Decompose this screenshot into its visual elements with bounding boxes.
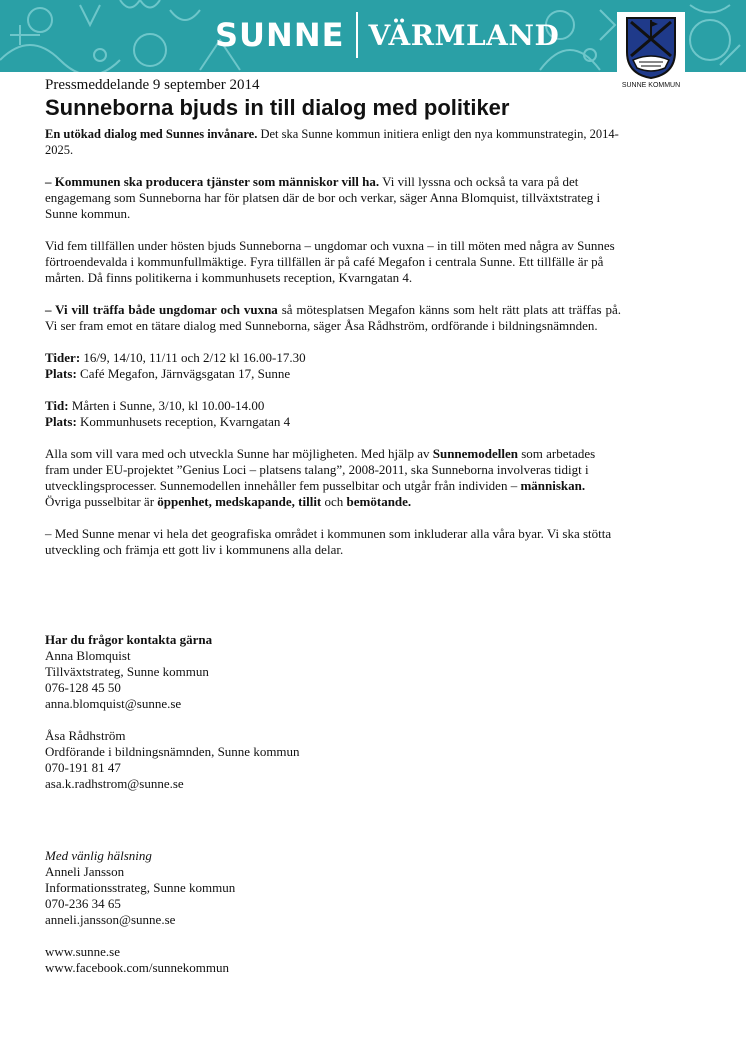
date-line: Pressmeddelande 9 september 2014 — [45, 77, 260, 93]
plats2-label: Plats: — [45, 414, 77, 429]
contact1-phone: 076-128 45 50 — [45, 680, 121, 695]
greeting-text: Med vänlig hälsning — [45, 848, 152, 863]
intro-bold: En utökad dialog med Sunnes invånare. — [45, 127, 258, 141]
p1-bold: – Kommunen ska producera tjänster som människor vill ha. — [45, 174, 380, 189]
crest-icon — [625, 16, 677, 80]
contact1-title: Tillväxtstrateg, Sunne kommun — [45, 664, 209, 679]
contact1-name: Anna Blomquist — [45, 648, 131, 663]
coat-of-arms — [617, 12, 685, 96]
contact3-phone: 070-236 34 65 — [45, 896, 121, 911]
plats1-line — [45, 366, 621, 382]
tid-line — [45, 398, 621, 414]
p4-text-e: Övriga pusselbitar är — [45, 494, 158, 509]
contact1-email[interactable]: anna.blomquist@sunne.se — [45, 696, 182, 711]
intro-text: Det ska Sunne kommun initiera enligt den nya kommunstrategin, 2014-2025. — [45, 127, 619, 157]
contact3-name: Anneli Jansson — [45, 864, 125, 879]
p3-text: så mötesplatsen Megafon känns som helt rätt plats att träffas på. Vi ser fram emot en tätare dialog med Sunneborna, säger Åsa Rådhström, ordförande i bildningsnämnden. — [45, 302, 622, 333]
press-release — [45, 76, 621, 558]
tid-value: Mårten i Sunne, 3/10, kl 10.00-14.00 — [68, 398, 265, 413]
paragraph-1 — [45, 174, 621, 222]
signature-section — [45, 848, 645, 976]
page-title: Sunneborna bjuds in till dialog med politiker — [45, 95, 510, 120]
p4-text-c: som arbetades fram under EU-projektet ”Genius Loci – platsens talang”, 2008-2011, ska Sunneborna involveras tidigt i utvecklingsprocesser. Sunnemodellen innehåller fem pusselbitar och utgår från individen – — [45, 446, 596, 493]
facebook-link[interactable]: www.facebook.com/sunnekommun — [45, 960, 230, 975]
p4-bold-bemotande: bemötande. — [346, 494, 412, 509]
plats2-value: Kommunhusets reception, Kvarngatan 4 — [76, 414, 291, 429]
paragraph-5: – Med Sunne menar vi hela det geografiska området i kommunen som inkluderar alla våra byar. Vi ska stötta utveckling och främja ett gott liv i kommunens alla delar. — [45, 526, 612, 557]
brand-divider — [356, 12, 358, 58]
intro-paragraph — [45, 126, 621, 158]
plats1-value: Café Megafon, Järnvägsgatan 17, Sunne — [76, 366, 291, 381]
brand-sunne: SUNNE — [215, 16, 345, 54]
contact3-email[interactable]: anneli.jansson@sunne.se — [45, 912, 176, 927]
p3-bold: – Vi vill träffa både ungdomar och vuxna — [45, 302, 278, 317]
contact2-name: Åsa Rådhström — [45, 728, 126, 743]
contact2-phone: 070-191 81 47 — [45, 760, 121, 775]
paragraph-3 — [45, 302, 621, 334]
contact2-title: Ordförande i bildningsnämnden, Sunne kommun — [45, 744, 300, 759]
greeting — [45, 848, 645, 864]
crest-caption: SUNNE KOMMUN — [621, 82, 681, 89]
p4-bold-sunnemodellen: Sunnemodellen — [432, 446, 518, 461]
contacts-heading — [45, 632, 645, 648]
paragraph-4 — [45, 446, 621, 510]
tider-line — [45, 350, 621, 366]
p4-bold-manniskan: människan. — [520, 478, 586, 493]
contact2-email[interactable]: asa.k.radhstrom@sunne.se — [45, 776, 184, 791]
plats1-label: Plats: — [45, 366, 77, 381]
p4-text-a: Alla som vill vara med och utveckla Sunne har möjligheten. Med hjälp av — [45, 446, 433, 461]
paragraph-2: Vid fem tillfällen under hösten bjuds Sunneborna – ungdomar och vuxna – in till möten med några av Sunnes förtroendevalda i kommunfullmäktige. Fyra tillfällen är på café Megafon i centrala Sunne. Ett tillfälle är på mårten. Då finns politikerna i kommunhusets reception, Kvarngatan 4. — [45, 238, 615, 285]
plats2-line — [45, 414, 621, 430]
tid-label: Tid: — [45, 398, 69, 413]
p4-text-g: och — [321, 494, 347, 509]
contacts-heading-text: Har du frågor kontakta gärna — [45, 632, 213, 647]
contacts-section — [45, 632, 645, 792]
p4-bold-values: öppenhet, medskapande, tillit — [157, 494, 322, 509]
tider-label: Tider: — [45, 350, 81, 365]
brand-logo — [215, 12, 559, 58]
contact3-title: Informationsstrateg, Sunne kommun — [45, 880, 236, 895]
p1-text: Vi vill lyssna och också ta vara på det engagemang som Sunneborna har för platsen där de bor och verkar, säger Anna Blomquist, tillväxtstrateg i Sunne kommun. — [45, 174, 601, 221]
website-link[interactable]: www.sunne.se — [45, 944, 120, 959]
brand-varmland: VÄRMLAND — [368, 18, 560, 52]
tider-value: 16/9, 14/10, 11/11 och 2/12 kl 16.00-17.30 — [80, 350, 306, 365]
